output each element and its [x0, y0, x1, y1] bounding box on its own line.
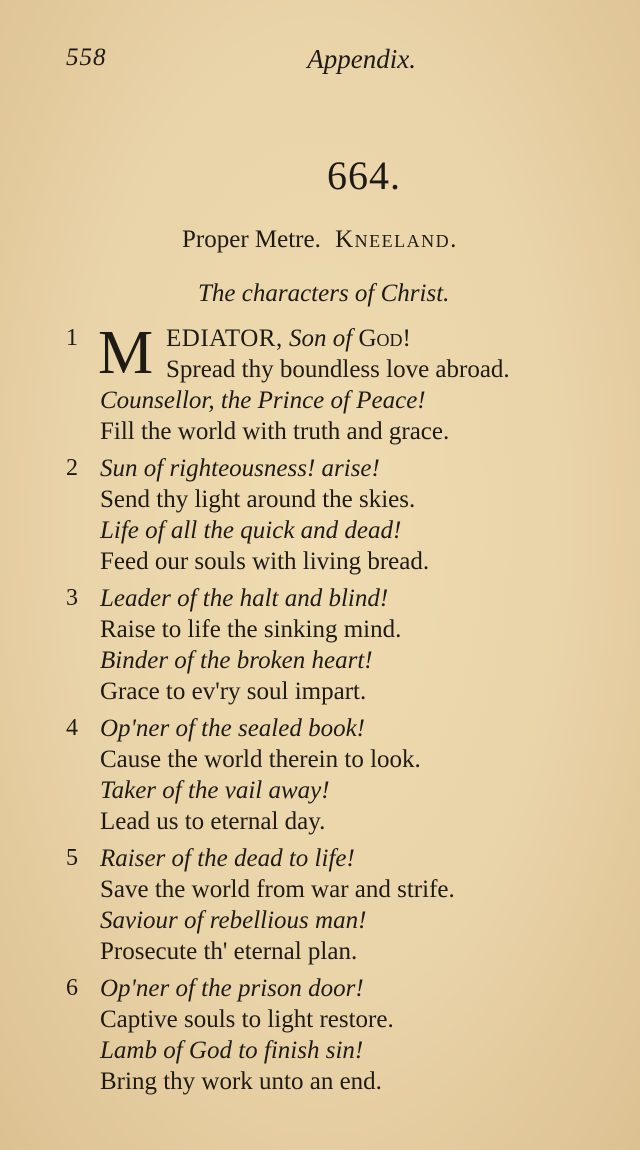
verse-line: Captive souls to light restore.	[100, 1006, 394, 1033]
running-head: Appendix.	[307, 44, 416, 74]
stanza-number: 1	[66, 325, 78, 351]
verse-line: Raise to life the sinking mind.	[100, 616, 402, 643]
stanza-number: 4	[66, 715, 78, 741]
verse-line: Spread thy boundless love abroad.	[166, 356, 510, 383]
metre: Proper Metre.	[182, 226, 321, 253]
verse-line: Send thy light around the skies.	[100, 486, 416, 513]
stanza-2	[0, 453, 640, 577]
verse-line: Op'ner of the sealed book!	[100, 715, 366, 742]
tune-name: Kneeland.	[335, 226, 458, 253]
verse-line-caps: EDIATOR,	[166, 325, 283, 352]
verse-line: Saviour of rebellious man!	[100, 907, 367, 934]
hymn-text	[0, 319, 640, 1097]
verse-line: Bring thy work unto an end.	[100, 1068, 382, 1095]
metre-line	[182, 226, 458, 254]
verse-line: Raiser of the dead to life!	[100, 845, 355, 872]
verse-line: Op'ner of the prison door!	[100, 975, 364, 1002]
verse-line-italic: Son of	[288, 325, 353, 352]
hymn-number: 664.	[327, 153, 401, 198]
stanza-6	[0, 973, 640, 1097]
verse-line-small-caps: God	[358, 325, 403, 352]
verse-line	[166, 323, 640, 354]
stanza-number: 3	[66, 585, 78, 611]
verse-line: Grace to ev'ry soul impart.	[100, 678, 367, 705]
page-header	[66, 44, 416, 78]
verse-line: Feed our souls with living bread.	[100, 548, 430, 575]
stanza-number: 2	[66, 455, 78, 481]
verse-line: Cause the world therein to look.	[100, 746, 421, 773]
verse-line: Save the world from war and strife.	[100, 876, 455, 903]
verse-line: Leader of the halt and blind!	[100, 585, 389, 612]
verse-line: Binder of the broken heart!	[100, 647, 373, 674]
stanza-5	[0, 843, 640, 967]
verse-line: Life of all the quick and dead!	[100, 517, 402, 544]
verse-line: Fill the world with truth and grace.	[100, 418, 450, 445]
stanza-number: 5	[66, 845, 78, 871]
verse-line: Counsellor, the Prince of Peace!	[100, 387, 426, 414]
stanza-3	[0, 583, 640, 707]
page-number: 558	[66, 44, 107, 71]
hymn-subject: The characters of Christ.	[198, 280, 450, 307]
verse-line: Taker of the vail away!	[100, 777, 330, 804]
stanza-4	[0, 713, 640, 837]
verse-line: Prosecute th' eternal plan.	[100, 938, 358, 965]
stanza-number: 6	[66, 975, 78, 1001]
verse-line-tail: !	[402, 325, 411, 352]
stanza-1	[0, 319, 640, 447]
verse-line: Lamb of God to finish sin!	[100, 1037, 364, 1064]
verse-line: Lead us to eternal day.	[100, 808, 326, 835]
drop-cap: M	[98, 319, 154, 387]
verse-line: Sun of righteousness! arise!	[100, 455, 380, 482]
